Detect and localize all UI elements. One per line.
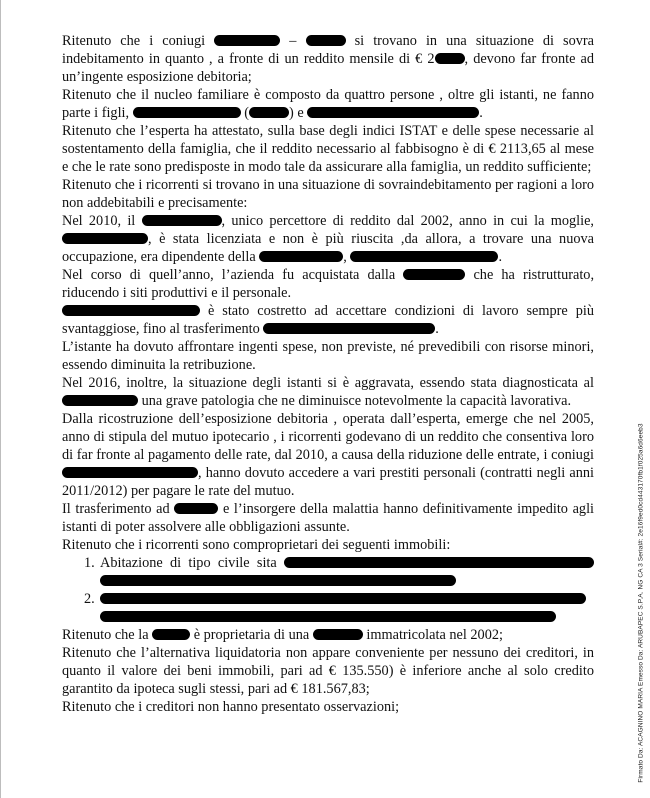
text: una grave patologia che ne diminuisce notevolmente la capacità lavorativa.: [141, 393, 572, 409]
text: , è stata licenziata e non è più riuscita ,da allora, a trovare una nuova occupazione, era dipendente della: [62, 231, 594, 265]
list-number: 2.: [84, 591, 95, 607]
text: Dalla ricostruzione dell’esposizione debitoria , operata dall’esperta, emerge che nel 2005, anno di stipula del mutuo ipotecario , i ricorrenti godevano di un reddito che consentiva loro di far fronte al pagamento delle rate, dal 2010, a causa della riduzione delle entrate, i coniugi: [62, 411, 594, 463]
redaction: [306, 35, 346, 46]
redaction: [152, 629, 190, 640]
redaction: [62, 233, 148, 244]
paragraph-4: Ritenuto che i ricorrenti si trovano in una situazione di sovraindebitamento per ragioni a loro non addebitabili e precisamente:: [62, 177, 594, 211]
redaction: [62, 467, 198, 478]
text: è proprietaria di una: [193, 627, 310, 643]
text: Abitazione di tipo civile sita: [100, 555, 277, 571]
text: Nel corso di quell’anno, l’azienda fu acquistata dalla: [62, 267, 396, 283]
text: .: [498, 249, 503, 265]
text: Ritenuto che la: [62, 627, 149, 643]
paragraph-3: Ritenuto che l’esperta ha attestato, sulla base degli indici ISTAT e delle spese necessarie al sostentamento della famiglia, che il reddito necessario al fabbisogno è di € 2113,65 al mese e che le rate sono predisposte in modo tale da assicurare alla famiglia, un reddito sufficiente;: [62, 123, 594, 175]
paragraph-5: [62, 212, 594, 266]
redaction: [62, 395, 138, 406]
page-edge: [0, 0, 1, 798]
paragraph-9: [62, 374, 594, 410]
list-item: [62, 554, 594, 590]
text: (: [244, 105, 250, 121]
redaction: [284, 557, 594, 568]
signature-text: Firmato Da: ACAGNINO MARIA Emesso Da: ARUBAPEC S.P.A. NG CA 3 Serial#: 2e16f9ed0cd443170fb1f025a6d6eeb3: [637, 422, 645, 783]
paragraph-8: L’istante ha dovuto affrontare ingenti spese, non previste, né prevedibili con risorse minori, essendo diminuita la retribuzione.: [62, 339, 594, 373]
text: Ritenuto che i coniugi: [62, 33, 206, 49]
paragraph-11: [62, 500, 594, 536]
document-body: [62, 32, 594, 716]
redaction: [133, 107, 241, 118]
redaction: [142, 215, 222, 226]
paragraph-15: Ritenuto che i creditori non hanno presentato osservazioni;: [62, 699, 400, 715]
paragraph-1: [62, 32, 594, 86]
text: , hanno dovuto accedere a vari prestiti personali (contratti negli anni 2011/2012) per pagare le rate del mutuo.: [62, 465, 594, 499]
text: Nel 2016, inoltre, la situazione degli istanti si è aggravata, essendo stata diagnosticata al: [62, 375, 594, 391]
paragraph-12: Ritenuto che i ricorrenti sono comproprietari dei seguenti immobili:: [62, 537, 451, 553]
redaction: [62, 305, 200, 316]
text: .: [479, 105, 483, 121]
text: immatricolata nel 2002;: [366, 627, 503, 643]
paragraph-10: [62, 410, 594, 500]
redaction: [403, 269, 465, 280]
redaction: [100, 593, 586, 604]
text: Ritenuto che il nucleo familiare è composto da quattro persone , oltre gli istanti, ne fanno parte i figli,: [62, 87, 594, 121]
redaction: [174, 503, 218, 514]
redaction: [263, 323, 435, 334]
text: che ha ristrutturato, riducendo i siti produttivi e il personale.: [62, 267, 595, 301]
redaction: [259, 251, 343, 262]
redaction: [100, 575, 456, 586]
paragraph-6: [62, 266, 594, 302]
redaction: [350, 251, 498, 262]
property-list: [62, 554, 594, 626]
text: è stato costretto ad accettare condizioni di lavoro sempre più svantaggiose, fino al trasferimento: [62, 303, 594, 337]
paragraph-7: [62, 302, 594, 338]
text: .: [435, 321, 439, 337]
text: e l’insorgere della malattia hanno definitivamente impedito agli istanti di poter assolvere alle obbligazioni assunte.: [62, 501, 595, 535]
redaction: [100, 611, 556, 622]
text: , unico percettore di reddito dal 2002, anno in cui la moglie,: [221, 213, 595, 229]
redaction: [313, 629, 363, 640]
redaction: [435, 53, 465, 64]
list-item: [62, 590, 594, 626]
text: si trovano in una situazione di sovra indebitamento in quanto , a fronte di un reddito mensile di € 2: [62, 33, 595, 67]
redaction: [249, 107, 289, 118]
digital-signature-stamp: [636, 410, 646, 795]
paragraph-13: [62, 626, 594, 644]
redaction: [214, 35, 280, 46]
list-number: 1.: [84, 555, 95, 571]
text: ) e: [289, 105, 304, 121]
paragraph-14: Ritenuto che l’alternativa liquidatoria non appare conveniente per nessuno dei creditori, in quanto il valore dei beni immobili, pari ad € 135.550) è inferiore anche al solo credito garantito da ipoteca sugli stessi, pari ad € 181.567,83;: [62, 645, 594, 697]
paragraph-2: [62, 86, 594, 122]
text: Il trasferimento ad: [62, 501, 170, 517]
text: Nel 2010, il: [62, 213, 136, 229]
text: , devono far fronte ad un’ingente esposizione debitoria;: [62, 51, 594, 85]
text: ,: [343, 249, 347, 265]
redaction: [307, 107, 479, 118]
text: –: [289, 33, 297, 49]
